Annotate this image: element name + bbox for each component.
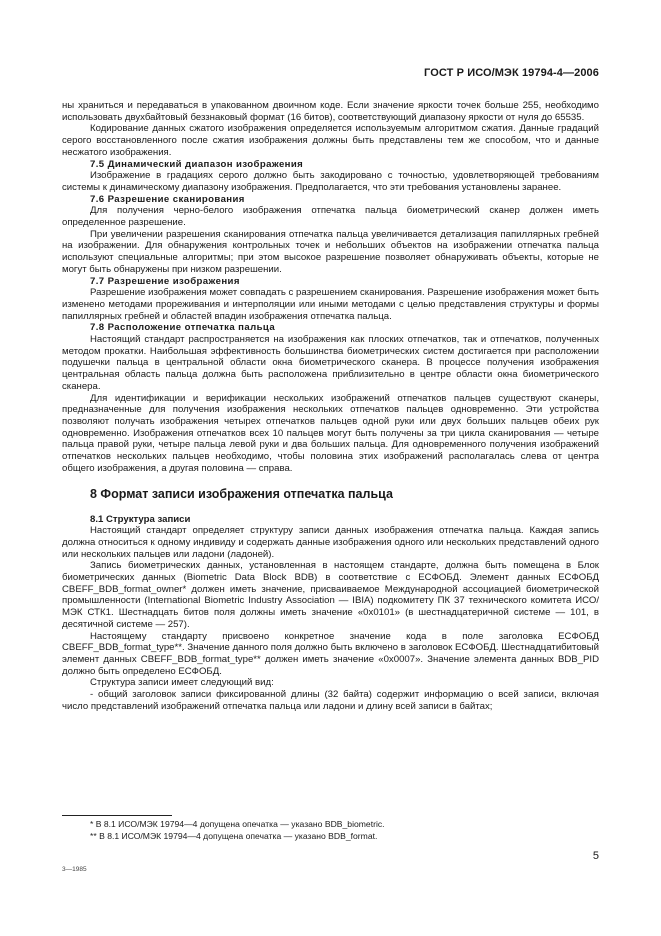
paragraph: Изображение в градациях серого должно быть закодировано с точностью, удовлетворяющей требованиям системы к динамическому диапазону изображения. Предполагается, что эти требования установлены заранее.	[62, 170, 599, 193]
document-body	[62, 100, 599, 712]
paragraph: Кодирование данных сжатого изображения определяется используемым алгоритмом сжатия. Данные градаций серого восстановленного после сжатия изображения должны быть представлены тем же способом, что и данные несжатого изображения.	[62, 123, 599, 158]
paragraph: Для идентификации и верификации нескольких изображений отпечатков пальцев существуют сканеры, предназначенные для получения изображения нескольких отпечатков пальцев одновременно. Эти устройства позволяют получать изображения четырех отпечатков пальцев одной руки или двух больших пальцев обеих рук одновременно. Изображения отпечатков всех 10 пальцев могут быть получены за три цикла сканирования — четыре пальца правой руки, четыре пальца левой руки и два больших пальца. Для одновременного получения изображений отпечатков нескольких пальцев необходимо, чтобы половина этих изображений располагалась слева от центра общего изображения, а другая половина — справа.	[62, 392, 599, 474]
paragraph: Запись биометрических данных, установленная в настоящем стандарте, должна быть помещена в Блок биометрических данных (Biometric Data Block BDB) в соответствие с ЕСФОБД. Элемент данных ЕСФОБД CBEFF_BDB_format_owner* должен иметь значение, присваиваемое Международной ассоциацией биометрической промышленности (International Biometric Industry Association — IBIA) подкомитету ПК 37 технического комитета ИСО/МЭК СТК1. Шестнадцать битов поля должны иметь значение «0x0101» (в шестнадцатеричной системе — 101, в десятичной системе — 257).	[62, 560, 599, 630]
paragraph: Структура записи имеет следующий вид:	[90, 677, 274, 689]
paragraph: Для получения черно-белого изображения отпечатка пальца биометрический сканер должен иметь определенное разрешение.	[62, 205, 599, 229]
section-heading-7-6: 7.6 Разрешение сканирования	[90, 193, 245, 205]
paragraph: - общий заголовок записи фиксированной длины (32 байта) содержит информацию о всей записи, включая число представлений изображений отпечатка пальца или ладони и длину всей записи в байтах;	[62, 689, 599, 712]
page-number: 5	[592, 850, 599, 862]
section-heading-7-8: 7.8 Расположение отпечатка пальца	[90, 322, 276, 334]
document-header: ГОСТ Р ИСО/МЭК 19794-4—2006	[424, 67, 599, 79]
section-heading-7-7: 7.7 Разрешение изображения	[90, 275, 240, 287]
section-heading-7-5: 7.5 Динамический диапазон изображения	[90, 158, 304, 170]
printer-imprint: 3—1985	[62, 866, 87, 873]
paragraph: ны храниться и передаваться в упакованном двоичном коде. Если значение яркости точек больше 255, необходимо использовать двухбайтовый беззнаковый формат (16 битов), соответствующий диапазону яркости от нуля до 65535.	[62, 100, 599, 123]
footnote: * В 8.1 ИСО/МЭК 19794—4 допущена опечатка — указано BDB_biometric.	[90, 819, 385, 829]
footnotes	[62, 818, 599, 842]
footnote-divider	[62, 815, 172, 816]
section-heading-8-1: 8.1 Структура записи	[90, 513, 191, 525]
paragraph: Настоящему стандарту присвоено конкретное значение кода в поле заголовка ЕСФОБД CBEFF_BDB_format_type**. Значение данного поля должно быть включено в заголовок ЕСФОБД. Шестнадцатибитовый элемент данных CBEFF_BDB_format_type** должен иметь значение «0x0007». Значение элемента данных BDB_PID должно быть определено ЕСФОБД.	[62, 630, 599, 677]
footnote: ** В 8.1 ИСО/МЭК 19794—4 допущена опечатка — указано BDB_format.	[90, 831, 378, 841]
section-heading-8: 8 Формат записи изображения отпечатка пальца	[90, 486, 393, 501]
paragraph: При увеличении разрешения сканирования отпечатка пальца увеличивается детализация папиллярных гребней на изображении. Для обнаружения контрольных точек и небольших объектов на изображении отпечатка пальца используют специальные алгоритмы; при этом высокое разрешение позволяет обнаруживать объекты, которые не могут быть обнаружены при низком разрешении.	[62, 228, 599, 275]
paragraph: Разрешение изображения может совпадать с разрешением сканирования. Разрешение изображения может быть изменено методами прореживания и интерполяции или иными методами с целью представления структуры и формы папиллярных гребней и областей впадин изображения отпечатка пальца.	[62, 287, 599, 322]
paragraph: Настоящий стандарт распространяется на изображения как плоских отпечатков, так и отпечатков, полученных методом прокатки. Наибольшая эффективность большинства биометрических систем достигается при расположении подушечки пальца в центральной области окна биометрического сканера. В процессе получения изображения центральная область пальца должна быть расположена приблизительно в центре области окна биометрического сканера.	[62, 334, 599, 392]
paragraph: Настоящий стандарт определяет структуру записи данных изображения отпечатка пальца. Каждая запись должна относиться к одному индивиду и содержать данные изображения одного или нескольких представлений одного или нескольких пальцев или ладони (ладоней).	[62, 525, 599, 560]
